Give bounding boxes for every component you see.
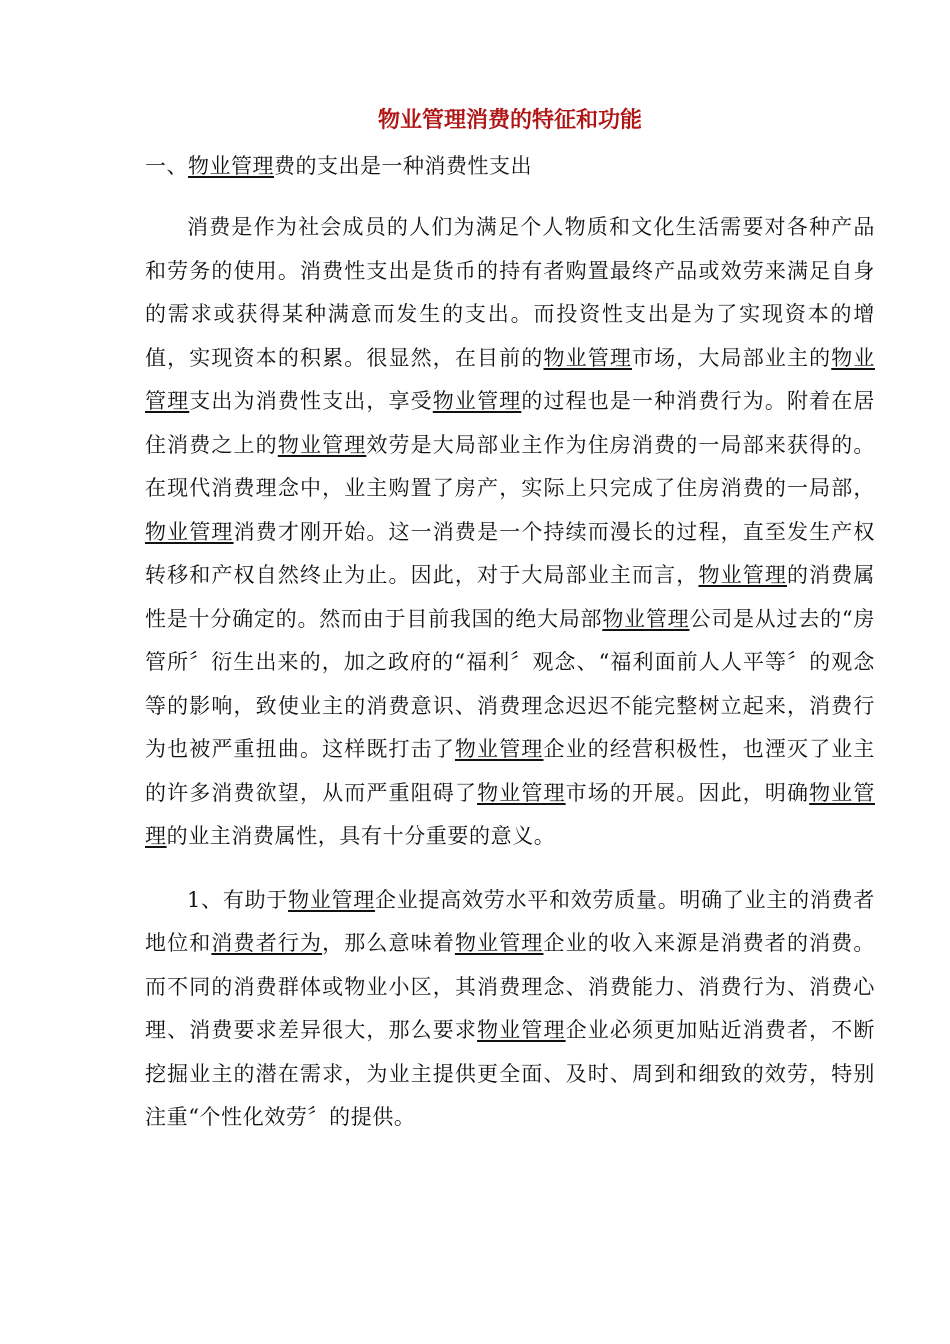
p1-seg-11: 物业管理 [698,563,787,587]
heading-text-1: 物业管理 [188,154,274,178]
paragraph-1 [145,206,875,859]
p2-seg-8: 企业必须更加贴近消费者，不断挖掘业主的潜在需求，为业主提供更全面、及时、周到和细致的效劳，特别注重“个性化效劳〞的提供。 [145,1018,876,1129]
p1-seg-14: 公司是从过去的“房管所〞衍生出来的，加之政府的“福利〞观念、“福利面前人人平等〞的观念等的影响，致使业主的消费意识、消费理念迟迟不能完整树立起来，消费行为也被严重扭曲。这样既打击了 [145,606,875,761]
p1-seg-16: 企业的经营积极性，也湮灭了业主的许多消费欲望，从而严重阻碍了 [145,737,876,805]
heading-text-0: 一、 [145,154,188,178]
p1-seg-17: 物业管理 [477,780,566,805]
p1-seg-9: 物业管理 [145,519,234,544]
p1-seg-6: 的过程也是一种消费行为。附着在居住消费之上的 [145,389,875,457]
p1-seg-7: 物业管理 [277,432,367,457]
document-body [145,100,875,1160]
p1-seg-15: 物业管理 [454,737,544,761]
section-heading [145,146,875,186]
p1-seg-12: 的消费属性是十分确定的。然而由于目前我国的绝大局部 [145,563,876,631]
p1-seg-4: 支出为消费性支出，享受 [189,389,433,413]
p2-seg-0: 1、有助于 [187,887,289,912]
p2-seg-4: ，那么意味着 [322,931,455,955]
p1-seg-13: 物业管理 [602,606,690,631]
paragraph-2 [145,879,875,1140]
p1-seg-1: 物业管理 [543,345,633,370]
p1-seg-20: 的业主消费属性，具有十分重要的意义。 [166,824,556,848]
p1-seg-2: 市场，大局部业主的 [632,345,832,370]
document-title: 物业管理消费的特征和功能 [377,107,642,133]
heading-text-2: 费的支出是一种消费性支出 [274,154,532,178]
p2-seg-3: 消费者行为 [211,931,323,955]
p1-seg-5: 物业管理 [432,389,522,413]
p1-seg-0: 消费是作为社会成员的人们为满足个人物质和文化生活需要对各种产品和劳务的使用。消费性支出是货币的持有者购置最终产品或效劳来满足自身的需求或获得某种满意而发生的支出。而投资性支出是为了实现资本的增值，实现资本的积累。很显然，在目前的 [145,215,875,370]
p1-seg-8: 效劳是大局部业主作为住房消费的一局部来获得的。在现代消费理念中，业主购置了房产，实际上只完成了住房消费的一局部， [145,432,875,500]
p2-seg-2: 企业提高效劳水平和效劳质量。明确了业主的消费者地位和 [145,887,875,955]
p2-seg-1: 物业管理 [288,887,376,912]
p1-seg-10: 消费才刚开始。这一消费是一个持续而漫长的过程，直至发生产权转移和产权自然终止为止。因此，对于大局部业主而言， [145,519,875,587]
p2-seg-5: 物业管理 [454,931,544,955]
p2-seg-6: 企业的收入来源是消费者的消费。而不同的消费群体或物业小区，其消费理念、消费能力、消费行为、消费心理、消费要求差异很大，那么要求 [145,931,875,1042]
p2-seg-7: 物业管理 [477,1018,566,1042]
p1-seg-18: 市场的开展。因此，明确 [565,780,810,805]
p1-seg-19: 物业管理 [145,780,875,848]
p1-seg-3: 物业管理 [145,345,875,413]
